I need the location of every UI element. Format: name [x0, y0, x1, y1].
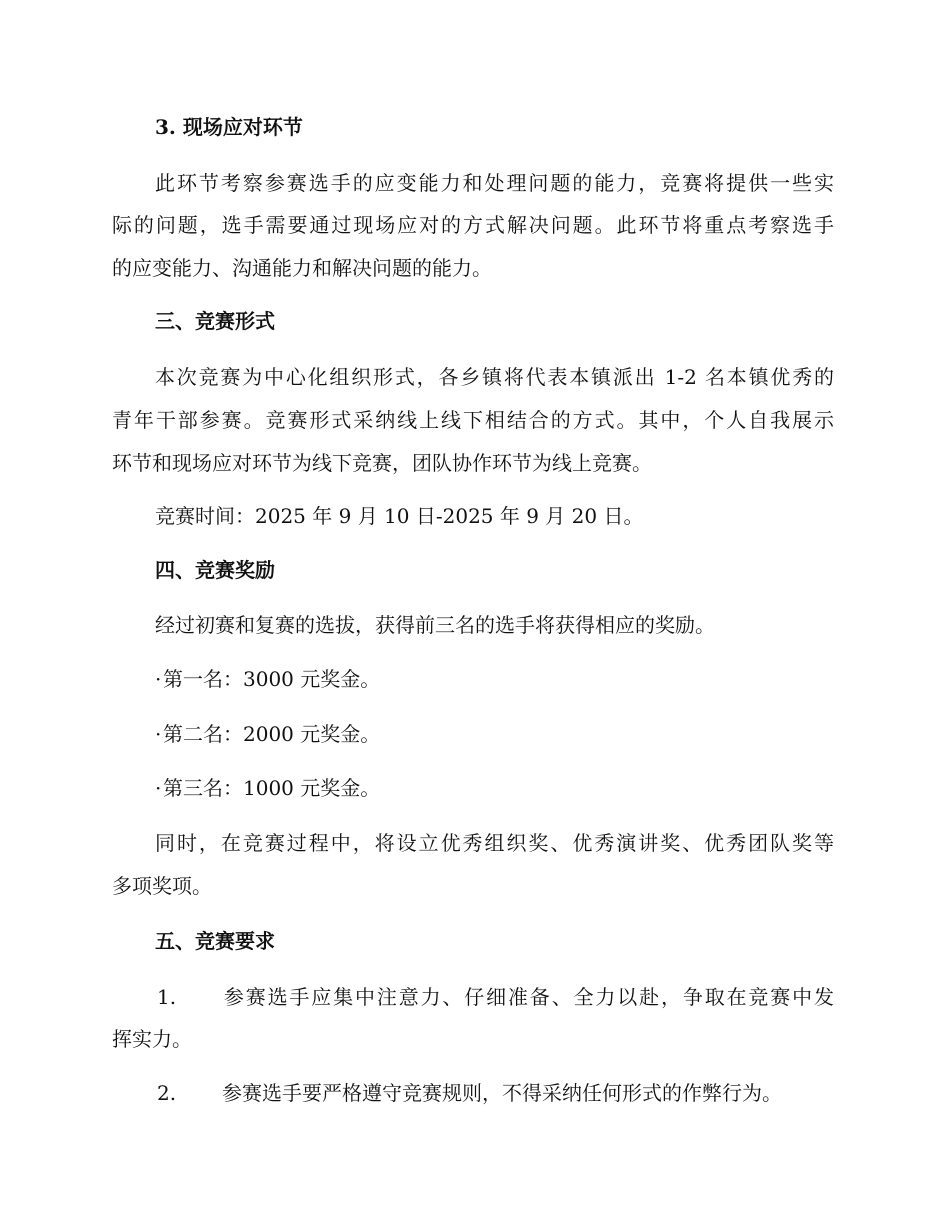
- bullet-icon: ·: [155, 776, 162, 800]
- paragraph-line: 际的问题，选手需要通过现场应对的方式解决问题。此环节将重点考察选手: [112, 213, 834, 237]
- award-item: [155, 664, 877, 694]
- requirement-number: 2.: [157, 1081, 177, 1105]
- requirement-continuation: 挥实力。: [112, 1027, 192, 1051]
- bullet-icon: ·: [155, 722, 162, 746]
- section-3-heading: 3. 现场应对环节: [155, 115, 303, 139]
- paragraph-line: 的应变能力、沟通能力和解决问题的能力。: [112, 256, 492, 280]
- award-item: [155, 773, 877, 803]
- requirement-item: [112, 982, 834, 1012]
- competition-time: 竞赛时间：2025 年 9 月 10 日-2025 年 9 月 20 日。: [155, 504, 644, 528]
- competition-award-heading: 四、竞赛奖励: [155, 558, 275, 582]
- award-item-text: 第三名：1000 元奖金。: [163, 776, 381, 800]
- award-item: [155, 719, 877, 749]
- paragraph-line: 青年干部参赛。竞赛形式采纳线上线下相结合的方式。其中，个人自我展示: [112, 408, 834, 432]
- award-intro: 经过初赛和复赛的选拔，获得前三名的选手将获得相应的奖励。: [155, 613, 715, 637]
- paragraph-line: 本次竞赛为中心化组织形式，各乡镇将代表本镇派出 1-2 名本镇优秀的: [155, 365, 834, 389]
- requirement-text: 参赛选手应集中注意力、仔细准备、全力以赴，争取在竞赛中发: [222, 985, 834, 1009]
- paragraph-line: 多项奖项。: [112, 874, 212, 898]
- requirement-text: 参赛选手要严格遵守竞赛规则，不得采纳任何形式的作弊行为。: [222, 1081, 782, 1105]
- paragraph-line: 环节和现场应对环节为线下竞赛，团队协作环节为线上竞赛。: [112, 451, 652, 475]
- requirement-number: 1.: [157, 985, 177, 1009]
- bullet-icon: ·: [155, 667, 162, 691]
- requirement-item: [112, 1078, 834, 1108]
- paragraph-line: 同时，在竞赛过程中，将设立优秀组织奖、优秀演讲奖、优秀团队奖等: [155, 831, 834, 855]
- competition-form-heading: 三、竞赛形式: [155, 309, 275, 333]
- competition-requirements-heading: 五、竞赛要求: [155, 929, 275, 953]
- award-item-text: 第一名：3000 元奖金。: [163, 667, 381, 691]
- paragraph-line: 此环节考察参赛选手的应变能力和处理问题的能力，竞赛将提供一些实: [155, 171, 834, 195]
- award-item-text: 第二名：2000 元奖金。: [163, 722, 381, 746]
